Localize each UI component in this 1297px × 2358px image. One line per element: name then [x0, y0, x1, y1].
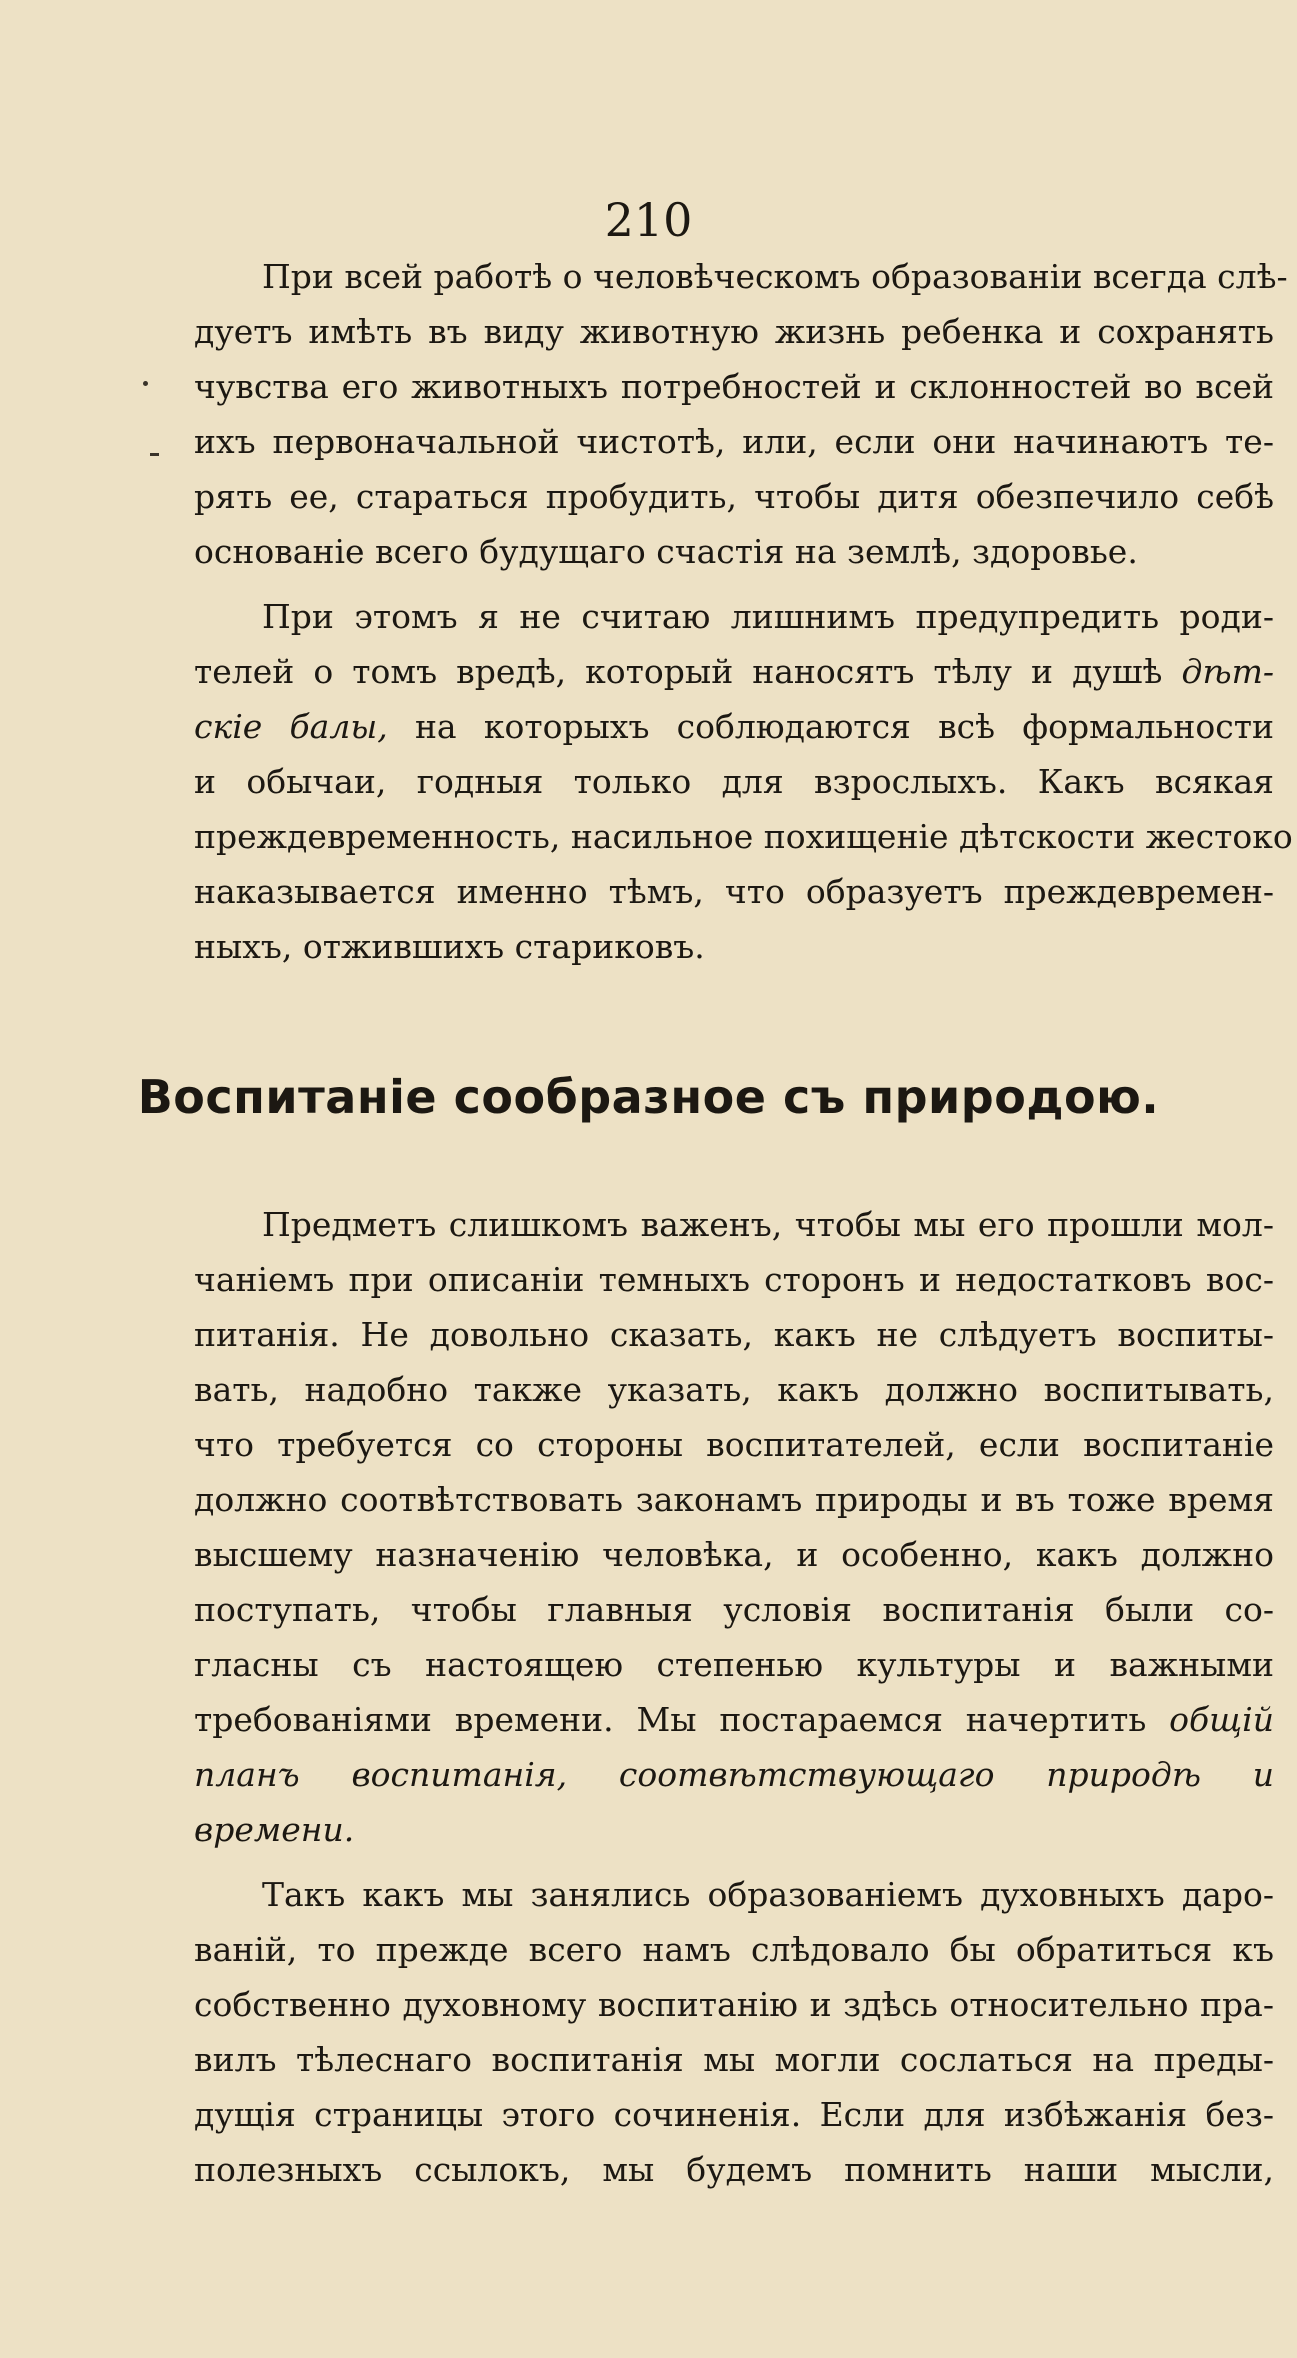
paragraph-4-line-4: вилъ тѣлеснаго воспитанія мы могли сослаться на преды- — [194, 2040, 1274, 2079]
paragraph-3-line-10 — [194, 1695, 1274, 1745]
paragraph-2-line-7: ныхъ, отжившихъ стариковъ. — [194, 927, 705, 966]
paragraph-2-line-6: наказывается именно тѣмъ, что образуетъ преждевремен- — [194, 872, 1274, 911]
paragraph-3-line-11 — [194, 1750, 1274, 1800]
paragraph-3-line-2: чаніемъ при описаніи темныхъ сторонъ и недостатковъ вос- — [194, 1260, 1274, 1299]
margin-dash — [150, 453, 159, 456]
paragraph-1-line-1: При всей работѣ о человѣческомъ образованіи всегда слѣ- — [262, 257, 1288, 296]
paragraph-1-line-2: дуетъ имѣть въ виду животную жизнь ребенка и сохранять — [194, 312, 1274, 351]
paragraph-1-line-6: основаніе всего будущаго счастія на землѣ, здоровье. — [194, 532, 1138, 571]
paragraph-2-line-5: преждевременность, насильное похищеніе дѣтскости жестоко — [194, 817, 1293, 856]
paragraph-2-line-3-text: на которыхъ соблюдаются всѣ формальности — [414, 707, 1274, 746]
paragraph-4-line-6: полезныхъ ссылокъ, мы будемъ помнить наши мысли, — [194, 2150, 1274, 2189]
paragraph-4-line-5: дущія страницы этого сочиненія. Если для избѣжанія без- — [194, 2095, 1274, 2134]
paragraph-2-line-4: и обычаи, годныя только для взрослыхъ. Какъ всякая — [194, 762, 1274, 801]
paragraph-1-line-5: рять ее, стараться пробудить, чтобы дитя обезпечило себѣ — [194, 477, 1274, 516]
paragraph-3-line-11-italic: планъ воспитанія, соотвѣтствующаго природѣ и — [194, 1755, 1274, 1794]
paragraph-4-line-2: ваній, то прежде всего намъ слѣдовало бы обратиться къ — [194, 1930, 1274, 1969]
paragraph-4-line-1: Такъ какъ мы занялись образованіемъ духовныхъ даро- — [262, 1875, 1274, 1914]
paragraph-2-line-3 — [194, 702, 1274, 752]
margin-dot — [143, 381, 148, 386]
paragraph-3-line-10-text: требованіями времени. Мы постараемся начертить — [194, 1700, 1147, 1739]
paragraph-3-line-5: что требуется со стороны воспитателей, если воспитаніе — [194, 1425, 1274, 1464]
paragraph-3-line-4: вать, надобно также указать, какъ должно воспитывать, — [194, 1370, 1274, 1409]
paragraph-3-line-8: поступать, чтобы главныя условія воспитанія были со- — [194, 1590, 1274, 1629]
paragraph-1-line-4: ихъ первоначальной чистотѣ, или, если они начинаютъ те- — [194, 422, 1274, 461]
paragraph-2-line-3-italic: скіе балы, — [194, 707, 388, 746]
paragraph-3-line-9: гласны съ настоящею степенью культуры и важными — [194, 1645, 1274, 1684]
paragraph-2-line-1: При этомъ я не считаю лишнимъ предупредить роди- — [262, 597, 1274, 636]
paragraph-1-line-3: чувства его животныхъ потребностей и склонностей во всей — [194, 367, 1274, 406]
paragraph-3-line-10-italic: общій — [1169, 1700, 1274, 1739]
paragraph-3-line-1: Предметъ слишкомъ важенъ, чтобы мы его прошли мол- — [262, 1205, 1274, 1244]
paragraph-3-line-3: питанія. Не довольно сказать, какъ не слѣдуетъ воспиты- — [194, 1315, 1274, 1354]
section-heading: Воспитаніе сообразное съ природою. — [137, 1070, 1160, 1124]
paragraph-3-line-7: высшему назначенію человѣка, и особенно, какъ должно — [194, 1535, 1274, 1574]
paragraph-4-line-3: собственно духовному воспитанію и здѣсь относительно пра- — [194, 1985, 1274, 2024]
page-number: 210 — [604, 193, 693, 247]
paragraph-2-line-2-italic: дѣт- — [1181, 652, 1275, 691]
paragraph-2-line-2-text: телей о томъ вредѣ, который наносятъ тѣлу и душѣ — [194, 652, 1163, 691]
paragraph-3-line-12 — [194, 1805, 354, 1855]
paragraph-3-line-6: должно соотвѣтствовать законамъ природы и въ тоже время — [194, 1480, 1274, 1519]
paragraph-3-line-12-italic: времени. — [194, 1810, 355, 1849]
paragraph-2-line-2 — [194, 647, 1274, 697]
